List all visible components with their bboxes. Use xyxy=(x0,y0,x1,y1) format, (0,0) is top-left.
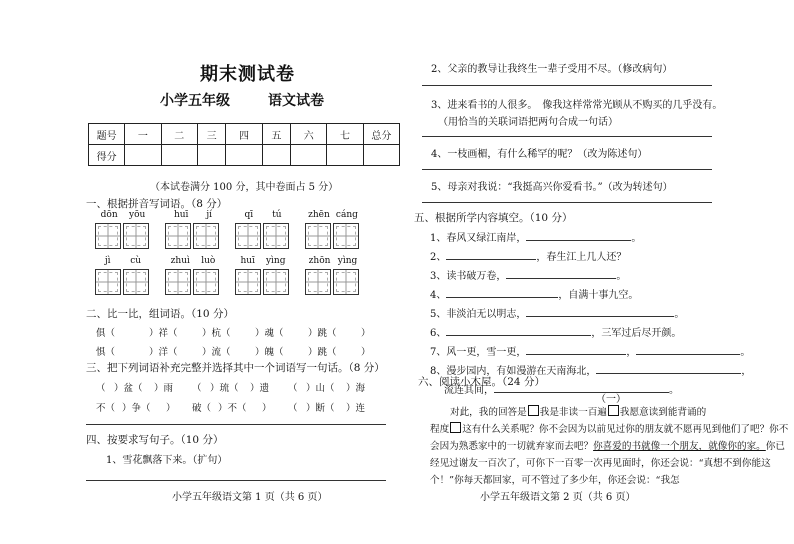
writing-grid[interactable] xyxy=(95,223,121,249)
score-header-cell: 题号 xyxy=(89,124,125,145)
pinyin-text: tú xyxy=(272,210,282,220)
idiom-part: ）遗 xyxy=(250,383,270,394)
writing-grid[interactable] xyxy=(235,269,261,295)
fill-item: 1、春风又绿江南岸， 。 xyxy=(430,233,642,244)
idiom-part: ）争（ xyxy=(122,403,151,414)
writing-grid[interactable] xyxy=(165,223,191,249)
q2-heading: 二、比一比，组词语。（10 分） xyxy=(86,308,234,320)
writing-grid[interactable] xyxy=(263,223,289,249)
pinyin-text: dōn xyxy=(100,210,118,220)
pinyin-text: yìng xyxy=(265,256,286,266)
choice-box[interactable] xyxy=(608,405,619,416)
pinyin-text: yìng xyxy=(337,256,358,266)
fill-item xyxy=(430,286,638,301)
compare-item: ）跳（ xyxy=(308,347,337,358)
fill-text: 2、 xyxy=(430,252,447,263)
answer-line[interactable] xyxy=(422,85,712,86)
fill-text: 1、春风又绿江南岸， xyxy=(430,233,527,244)
idiom-part: ）盆（ xyxy=(114,383,143,394)
idiom-part: ） xyxy=(262,403,272,414)
fill-item: 3、读书破万卷， 。 xyxy=(430,271,627,282)
idiom-part: ） xyxy=(166,403,176,414)
idiom-part: ）不（ xyxy=(218,403,247,414)
answer-line[interactable] xyxy=(86,480,386,481)
score-header-cell: 四 xyxy=(226,124,262,145)
pinyin-text: jí xyxy=(206,210,213,220)
pinyin-text: cáng xyxy=(335,210,358,220)
score-header-cell: 五 xyxy=(262,124,291,145)
fill-text: 7、风一更，雪一更， xyxy=(430,347,527,358)
pinyin-text: yōu xyxy=(129,210,146,220)
answer-line[interactable] xyxy=(86,424,386,425)
score-cell[interactable] xyxy=(197,145,226,166)
choice-box[interactable] xyxy=(528,405,539,416)
score-header-cell: 六 xyxy=(291,124,327,145)
fill-blank[interactable] xyxy=(506,269,616,279)
q4-heading: 四、按要求写句子。（10 分） xyxy=(86,434,224,446)
idiom-part: （ xyxy=(192,383,202,394)
subtitle xyxy=(160,90,362,110)
grade-label: 小学五年级 xyxy=(160,93,230,109)
fill-blank[interactable] xyxy=(526,307,674,317)
score-header-cell: 二 xyxy=(161,124,197,145)
page-footer: 小学五年级语文第 2 页（共 6 页） xyxy=(480,492,636,503)
idiom-part: ）山（ xyxy=(306,383,335,394)
fill-text: ，春生江上几人还？ xyxy=(536,252,627,263)
pinyin-text: huī xyxy=(173,210,189,220)
reading-passage xyxy=(430,404,790,489)
choice-box[interactable] xyxy=(450,422,461,433)
pinyin-text: zhōn xyxy=(308,256,331,266)
passage-text: 这有什么关系呢？你不会因为以前见过你的朋友就不愿再见到他们了吧？你不会因为熟悉家中的一切就弃家而去吧？ xyxy=(430,424,789,452)
writing-grid[interactable] xyxy=(193,269,219,295)
q3-heading: 三、把下列词语补充完整并选择其中一个词语写一句话。（8 分） xyxy=(86,362,385,374)
fill-text: 4、 xyxy=(430,290,447,301)
answer-line[interactable] xyxy=(422,136,712,137)
compare-item: 惧（ xyxy=(96,347,116,358)
fill-blank[interactable] xyxy=(446,288,558,298)
q6-heading: 六、阅读小木屋。（24 分） xyxy=(418,376,545,388)
score-header-cell: 七 xyxy=(327,124,363,145)
passage-text: “真想不到你能这个！”你每天都回家，可不管过了多少年，你还会说：“我怎 xyxy=(430,458,771,486)
idiom-part: ）断（ xyxy=(306,403,335,414)
compare-item: ）魂（ xyxy=(255,328,284,339)
score-header-cell: 一 xyxy=(125,124,161,145)
writing-grid[interactable] xyxy=(235,223,261,249)
page-footer: 小学五年级语文第 1 页（共 6 页） xyxy=(172,492,328,503)
fill-item: 流连其间， 。 xyxy=(444,385,679,396)
idiom-part: 破（ xyxy=(192,403,212,414)
writing-grid[interactable] xyxy=(333,269,359,295)
compare-item: ）杭（ xyxy=(202,328,231,339)
q4-item-3: 3、进来看书的人很多。 像我这样常常光顾从不购买的几乎没有。 xyxy=(431,100,723,111)
compare-item: ）魄（ xyxy=(255,347,284,358)
compare-item: ）洋（ xyxy=(149,347,178,358)
q4-item-4: 4、一枝画楣，有什么稀罕的呢？（改为陈述句） xyxy=(431,149,648,160)
q5-heading: 五、根据所学内容填空。（10 分） xyxy=(414,212,573,224)
idiom-part: （ xyxy=(288,383,298,394)
fill-item xyxy=(430,248,626,263)
q4-item-1: 1、雪花飘落下来。（扩句） xyxy=(106,455,228,466)
q4-item-5: 5、母亲对我说：“我挺高兴你爱看书。”（改为转述句） xyxy=(431,182,673,193)
score-cell[interactable] xyxy=(291,145,327,166)
passage-text: 你已经见过谢友一百次了，可你下一百零一次再见面时，你还会说： xyxy=(430,441,785,469)
fill-text: 8、漫步园内，有如漫游在天南海北， xyxy=(430,366,597,377)
fill-text: 流连其间， xyxy=(444,385,494,396)
passage-text: 我是非读一百遍 xyxy=(539,407,607,418)
q4-item-2: 2、父亲的教导让我终生一辈子受用不尽。（修改病句） xyxy=(431,64,673,75)
score-cell[interactable] xyxy=(226,145,262,166)
writing-grid[interactable] xyxy=(123,223,149,249)
pinyin-text: jì xyxy=(104,256,111,266)
q2-row-2 xyxy=(96,344,414,358)
fill-text: 5、非淡泊无以明志， xyxy=(430,309,527,320)
score-header-cell: 总分 xyxy=(363,124,399,145)
score-header-cell: 三 xyxy=(197,124,226,145)
writing-grid[interactable] xyxy=(193,223,219,249)
compare-item: 俱（ xyxy=(96,328,116,339)
fill-text: ，自满十事九空。 xyxy=(558,290,639,301)
score-cell[interactable] xyxy=(327,145,363,166)
q2-row-1 xyxy=(96,325,414,339)
q3-row-2 xyxy=(96,400,376,414)
q4-item-3-note: （用恰当的关联词语把两句合成一句话） xyxy=(438,117,618,128)
fill-item: 7、风一更，雪一更， ， 。 xyxy=(430,347,751,358)
pinyin-text: zhuì xyxy=(170,256,190,266)
compare-item: ） xyxy=(361,328,371,339)
idiom-part: （ xyxy=(96,383,106,394)
writing-grid[interactable] xyxy=(123,269,149,295)
score-table-header-row xyxy=(89,124,400,145)
score-cell[interactable] xyxy=(125,145,161,166)
fill-blank[interactable] xyxy=(526,345,626,355)
fill-blank[interactable] xyxy=(596,364,741,374)
subject-label: 语文试卷 xyxy=(268,93,324,109)
fill-blank[interactable] xyxy=(636,345,740,355)
pinyin-text: zhēn xyxy=(308,210,330,220)
idiom-part: ）琉（ xyxy=(210,383,239,394)
answer-line[interactable] xyxy=(422,169,712,170)
compare-item: ）流（ xyxy=(202,347,231,358)
idiom-part: 不（ xyxy=(96,403,116,414)
q1-heading: 一、根据拼音写词语。（8 分） xyxy=(86,198,228,210)
score-note: （本试卷满分 100 分，其中卷面占 5 分） xyxy=(150,182,339,193)
score-table-score-row xyxy=(89,145,400,166)
passage-text: 对此，我的回答是 xyxy=(450,407,527,418)
score-table xyxy=(88,123,400,166)
pinyin-text: qī xyxy=(244,210,254,220)
writing-grid[interactable] xyxy=(95,269,121,295)
section-label: （一） xyxy=(596,394,626,405)
answer-line[interactable] xyxy=(422,202,712,203)
writing-grid[interactable] xyxy=(165,269,191,295)
score-cell[interactable] xyxy=(262,145,291,166)
fill-text: ，三军过后尽开颜。 xyxy=(591,328,682,339)
writing-grid[interactable] xyxy=(263,269,289,295)
fill-blank[interactable] xyxy=(446,250,536,260)
compare-item: ） xyxy=(361,347,371,358)
idiom-part: ）雨 xyxy=(154,383,174,394)
idiom-part: （ xyxy=(288,403,298,414)
score-cell[interactable] xyxy=(363,145,399,166)
score-cell[interactable] xyxy=(161,145,197,166)
fill-blank[interactable] xyxy=(526,231,631,241)
pinyin-text: luò xyxy=(201,256,216,266)
compare-item: ）跳（ xyxy=(308,328,337,339)
q3-row-1 xyxy=(96,380,376,394)
idiom-part: ）海 xyxy=(346,383,366,394)
right-page xyxy=(400,0,794,544)
underlined-sentence: 你喜爱的书就像一个朋友，就像你的家。 xyxy=(593,441,766,452)
score-row-label: 得分 xyxy=(89,145,125,166)
fill-text: 6、 xyxy=(430,328,447,339)
fill-item xyxy=(430,324,681,339)
pinyin-text: huī xyxy=(240,256,255,266)
fill-text: 3、读书破万卷， xyxy=(430,271,507,282)
writing-grid[interactable] xyxy=(305,269,331,295)
writing-grid[interactable] xyxy=(333,223,359,249)
page-title: 期末测试卷 xyxy=(200,64,295,85)
fill-item: 8、漫步园内，有如漫游在天南海北， ， xyxy=(430,366,752,377)
idiom-part: ）连 xyxy=(346,403,366,414)
compare-item: ）祥（ xyxy=(149,328,178,339)
pinyin-text: cù xyxy=(130,256,142,266)
passage-text: 程度 xyxy=(430,424,450,435)
fill-blank[interactable] xyxy=(446,326,591,336)
writing-grid[interactable] xyxy=(305,223,331,249)
passage-text: 我愿意读到能背诵的 xyxy=(619,407,707,418)
fill-item: 5、非淡泊无以明志， 。 xyxy=(430,309,685,320)
